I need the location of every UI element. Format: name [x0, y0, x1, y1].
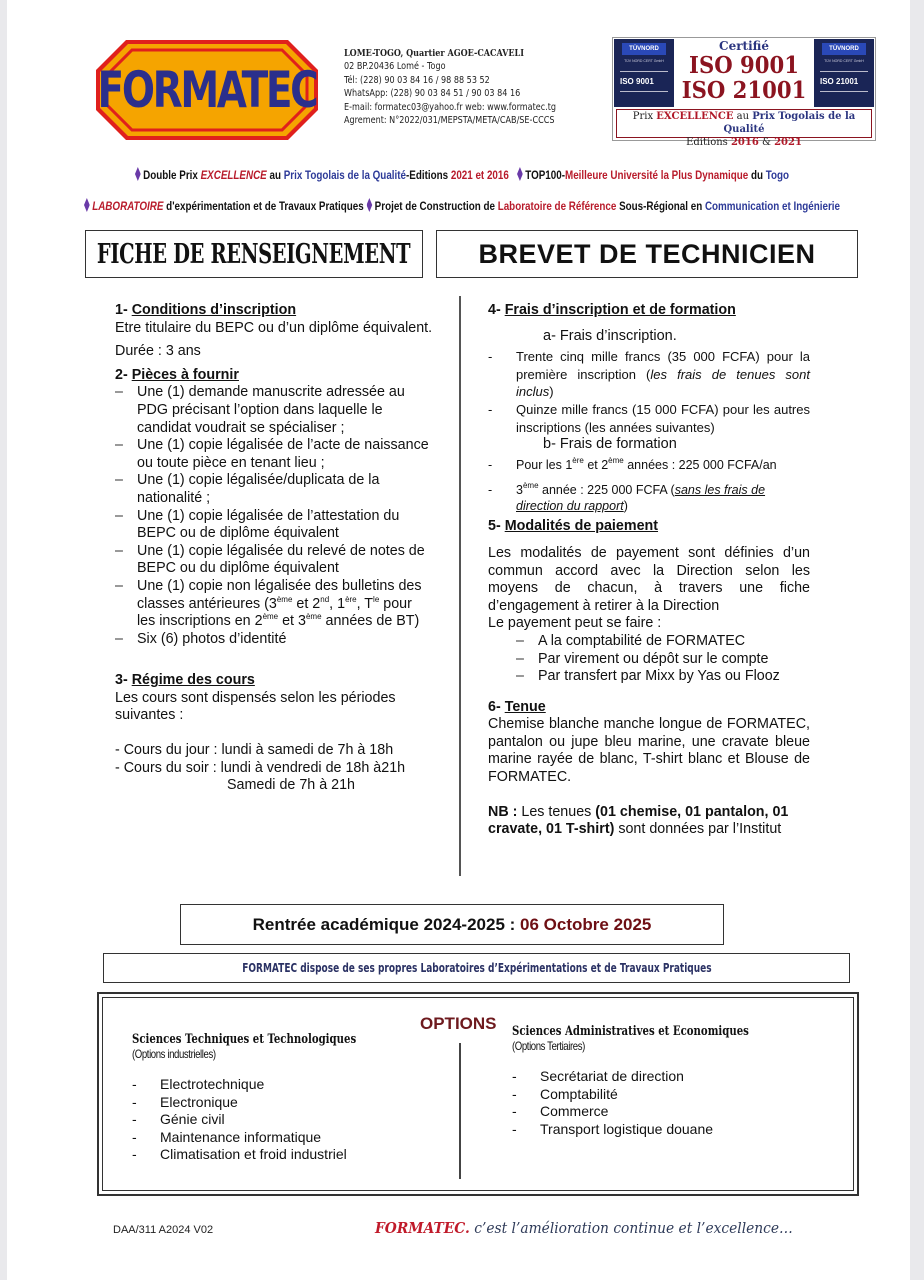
list-item: – Par virement ou dépôt sur le compte [516, 651, 810, 669]
contact-bp: 02 BP.20436 Lomé - Togo [344, 61, 446, 73]
section-1-text: Etre titulaire du BEPC ou d’un diplôme équivalent. [115, 319, 433, 336]
hl-text: du [748, 168, 766, 182]
slogan-text: c’est l’amélioration continue et l’excellence… [469, 1219, 793, 1237]
hl-years: 2021 et 2016 [450, 168, 509, 182]
hl-text: d'expérimentation et de Travaux Pratiques [163, 199, 364, 213]
payment-lead: Le payement peut se faire : [488, 615, 662, 632]
tuv-brand: TÜVNORD [822, 43, 866, 55]
section-number: 2- [115, 366, 132, 383]
sup: le [373, 594, 380, 604]
divider [820, 91, 868, 92]
prize-text: au [733, 111, 753, 122]
highlight-line-1 [83, 167, 841, 182]
iso-center [675, 38, 813, 108]
contact-block [344, 47, 556, 127]
hl-prize: Prix Togolais de la Qualité [283, 168, 407, 182]
labs-notice-box [103, 953, 850, 983]
sup: ère [345, 594, 357, 604]
section-title: Pièces à fournir [131, 366, 239, 383]
section-4-heading [488, 302, 810, 320]
diamond-bullet-icon [366, 198, 372, 212]
diamond-bullet-icon [517, 167, 523, 181]
text: Les tenues [517, 803, 596, 820]
text: sont données par l’Institut [614, 821, 782, 838]
text: ) [623, 499, 628, 514]
list-item: - Climatisation et froid industriel [132, 1146, 419, 1164]
list-item: - Quinze mille francs (15 000 FCFA) pour les autres inscriptions (les années suivantes) [488, 401, 810, 436]
title-fiche-box [85, 230, 423, 278]
list-item [488, 457, 810, 475]
hl-togo: Togo [765, 168, 790, 182]
tuv-standard: ISO 21001 [820, 77, 859, 86]
divider [620, 71, 668, 72]
prize-excellence: EXCELLENCE [656, 111, 734, 122]
section-number: 3- [115, 672, 132, 689]
right-column [488, 302, 810, 839]
hl-text: au [266, 168, 284, 182]
schedule-saturday: Samedi de 7h à 21h [227, 777, 355, 794]
options-tertiary [512, 1024, 816, 1138]
list-item [115, 578, 433, 631]
text: pour les inscriptions en 2 [137, 595, 412, 630]
list-item: – A la comptabilité de FORMATEC [516, 633, 810, 651]
nb-label: NB : [488, 803, 518, 820]
text: années de BT) [321, 613, 420, 630]
section-number: 4- [488, 302, 505, 318]
section-5-text: Les modalités de payement sont définies d’un commun accord avec la Direction selon les moyens de chacun, à travers une fiche d’engagement à retirer à la Direction [488, 544, 810, 614]
prize-text: Prix [632, 111, 657, 122]
contact-tel: Tél: (228) 90 03 84 16 / 98 88 53 52 [344, 74, 490, 86]
text-italic: sans les frais de direction du rapport [516, 483, 766, 514]
list-item: - Génie civil [132, 1111, 419, 1129]
hl-university: Meilleure Université la Plus Dynamique [564, 168, 749, 182]
hl-text: Sous-Régional en [616, 199, 705, 213]
list-item: – Une (1) copie légalisée/duplicata de la nationalité ; [115, 472, 433, 507]
diamond-bullet-icon [135, 167, 141, 181]
contact-whatsapp: WhatsApp: (228) 90 03 84 51 / 90 03 84 16 [344, 88, 521, 100]
iso-certified-label: Certifié [719, 39, 769, 53]
payment-methods-list [488, 633, 810, 686]
highlight-line-2 [83, 198, 841, 213]
document-code: DAA/311 A2024 V02 [113, 1224, 214, 1236]
options-left-sub: (Options industrielles) [132, 1047, 216, 1061]
duration: Durée : 3 ans [115, 343, 201, 360]
text: année : 225 000 FCFA ( [538, 483, 675, 498]
sup: ème [262, 612, 279, 622]
section-1-heading [115, 302, 433, 320]
sup: nd [320, 594, 330, 604]
registration-fees-list [488, 348, 810, 436]
hl-laboratoire: LABORATOIRE [92, 199, 164, 213]
documents-list [115, 384, 433, 648]
sup: ème [305, 612, 322, 622]
diamond-bullet-icon [84, 198, 90, 212]
options-right-list [512, 1068, 816, 1138]
schedule-evening: - Cours du soir : lundi à vendredi de 18h à21h [115, 759, 406, 776]
list-item: - Electrotechnique [132, 1076, 419, 1094]
list-item: – Une (1) copie légalisée de l’acte de naissance ou toute pièce en tenant lieu ; [115, 437, 433, 472]
section-3-text: Les cours sont dispensés selon les périodes suivantes : [115, 689, 396, 724]
text: Pour les 1 [516, 457, 573, 472]
slogan-brand: FORMATEC. [375, 1219, 470, 1237]
list-item: – Une (1) copie légalisée de l’attestation du BEPC ou de diplôme équivalent [115, 508, 433, 543]
section-title: Régime des cours [131, 672, 255, 689]
list-item [488, 348, 810, 401]
left-column [115, 302, 433, 795]
sup: ème [608, 455, 624, 465]
text: Une (1) copie non légalisée des bulletins des classes antérieures (3 [137, 577, 422, 612]
hl-lab-ref: Laboratoire de Référence [497, 199, 617, 213]
title-fiche: FICHE DE RENSEIGNEMENT [97, 238, 411, 270]
section-number: 6- [488, 698, 505, 715]
list-item: – Six (6) photos d’identité [115, 631, 433, 649]
list-item: - Transport logistique douane [512, 1121, 816, 1139]
tuv-sub: TÜV NORD CERT GmbH [624, 59, 664, 63]
sup: ème [276, 594, 293, 604]
hl-text: -Editions [406, 168, 451, 182]
text: années : 225 000 FCFA/an [623, 457, 777, 472]
divider [620, 91, 668, 92]
text: et 2 [583, 457, 609, 472]
sup: ère [572, 455, 584, 465]
contact-agrement: Agrement: N°2022/031/MEPSTA/META/CAB/SE-CCCS [344, 115, 555, 127]
text: ) [549, 384, 554, 400]
edition-year: 2021 [774, 137, 802, 148]
contact-address: LOME-TOGO, Quartier AGOE-CACAVELI [344, 48, 525, 59]
tuv-standard: ISO 9001 [620, 77, 654, 86]
tuv-badge-left [614, 39, 674, 107]
text-italic: les frais de tenues sont inclus [516, 366, 810, 400]
section-number: 5- [488, 518, 505, 535]
section-title: Conditions d’inscription [131, 302, 297, 318]
rentree-label: Rentrée académique 2024-2025 : [252, 914, 516, 934]
fees-b-label: b- Frais de formation [543, 436, 677, 453]
list-item: - Commerce [512, 1103, 816, 1121]
tuv-badge-right [814, 39, 874, 107]
text-bold: (01 chemise, 01 pantalon, 01 cravate, 01 T-shirt) [488, 803, 789, 838]
options-right-heading: Sciences Administratives et Economiques [512, 1024, 749, 1039]
title-brevet-box [436, 230, 858, 278]
section-3-heading [115, 672, 433, 690]
list-item [488, 482, 810, 514]
text: , 1 [329, 595, 346, 612]
section-6-heading [488, 699, 810, 717]
text: 3 [516, 483, 523, 498]
section-5-heading [488, 518, 810, 536]
list-item: - Secrétariat de direction [512, 1068, 816, 1086]
prize-name: Prix Togolais de la Qualité [723, 111, 856, 135]
title-brevet: BREVET DE TECHNICIEN [478, 238, 816, 269]
editions-and: & [758, 137, 775, 148]
options-right-sub: (Options Tertiaires) [512, 1039, 585, 1053]
tuv-brand: TÜVNORD [622, 43, 666, 55]
options-left-heading: Sciences Techniques et Technologiques [132, 1032, 357, 1047]
hl-text: Double Prix [143, 168, 201, 182]
iso-9001: ISO 9001 [689, 52, 799, 79]
options-divider [459, 1043, 461, 1179]
text: , T [356, 595, 374, 612]
options-left-list [132, 1076, 419, 1164]
section-title: Frais d’inscription et de formation [504, 302, 736, 318]
divider [820, 71, 868, 72]
hl-comm: Communication et Ingénierie [704, 199, 840, 213]
fees-a-label: a- Frais d’inscription. [543, 327, 677, 344]
list-item: - Maintenance informatique [132, 1129, 419, 1147]
schedule-day: - Cours du jour : lundi à samedi de 7h à 18h [115, 742, 394, 759]
iso-prize-banner [616, 109, 872, 148]
section-2-heading [115, 367, 433, 385]
hl-excellence: EXCELLENCE [200, 168, 267, 182]
labs-notice: FORMATEC dispose de ses propres Laboratoires d’Expérimentations et de Travaux Pratiques [241, 961, 712, 975]
section-number: 1- [115, 302, 132, 318]
footer-slogan [375, 1219, 793, 1237]
list-item: - Electronique [132, 1094, 419, 1112]
section-title: Tenue [504, 698, 546, 715]
text: et 2 [292, 595, 321, 612]
column-divider [459, 296, 461, 876]
list-item: – Par transfert par Mixx by Yas ou Flooz [516, 668, 810, 686]
tuv-sub: TÜV NORD CERT GmbH [824, 59, 864, 63]
section-title: Modalités de paiement [504, 518, 659, 535]
editions-label: Editions [686, 137, 731, 148]
list-item: – Une (1) demande manuscrite adressée au PDG précisant l’option dans laquelle le candidat voudrait se spécialiser ; [115, 384, 433, 437]
edition-year: 2016 [730, 137, 759, 148]
tuition-fees-list [488, 457, 810, 515]
iso-21001: ISO 21001 [681, 77, 807, 104]
hl-text: Projet de Construction de [374, 199, 498, 213]
sup: ème [522, 481, 539, 491]
formatec-logo [96, 40, 318, 140]
text: et 3 [278, 613, 306, 630]
rentree-box [180, 904, 724, 945]
options-title: OPTIONS [420, 1014, 497, 1033]
rentree-date: 06 Octobre 2025 [520, 914, 652, 934]
hl-text: TOP100- [525, 168, 565, 182]
logo-text: FORMATEC [97, 61, 317, 119]
text: Trente cinq mille francs (35 000 FCFA) pour la première inscription ( [516, 349, 810, 382]
iso-certification-block [612, 37, 876, 148]
options-industrial [132, 1032, 419, 1164]
section-6-text: Chemise blanche manche longue de FORMATEC, pantalon ou jupe bleu marine, une cravate bleue marine rayée de blanc, T-shirt blanc et Blouse de FORMATEC. [488, 716, 810, 786]
contact-email-web: E-mail: formatec03@yahoo.fr web: www.formatec.tg [344, 101, 557, 113]
list-item: – Une (1) copie légalisée du relevé de notes de BEPC ou du diplôme équivalent [115, 543, 433, 578]
uniform-note [488, 804, 810, 839]
list-item: - Comptabilité [512, 1086, 816, 1104]
